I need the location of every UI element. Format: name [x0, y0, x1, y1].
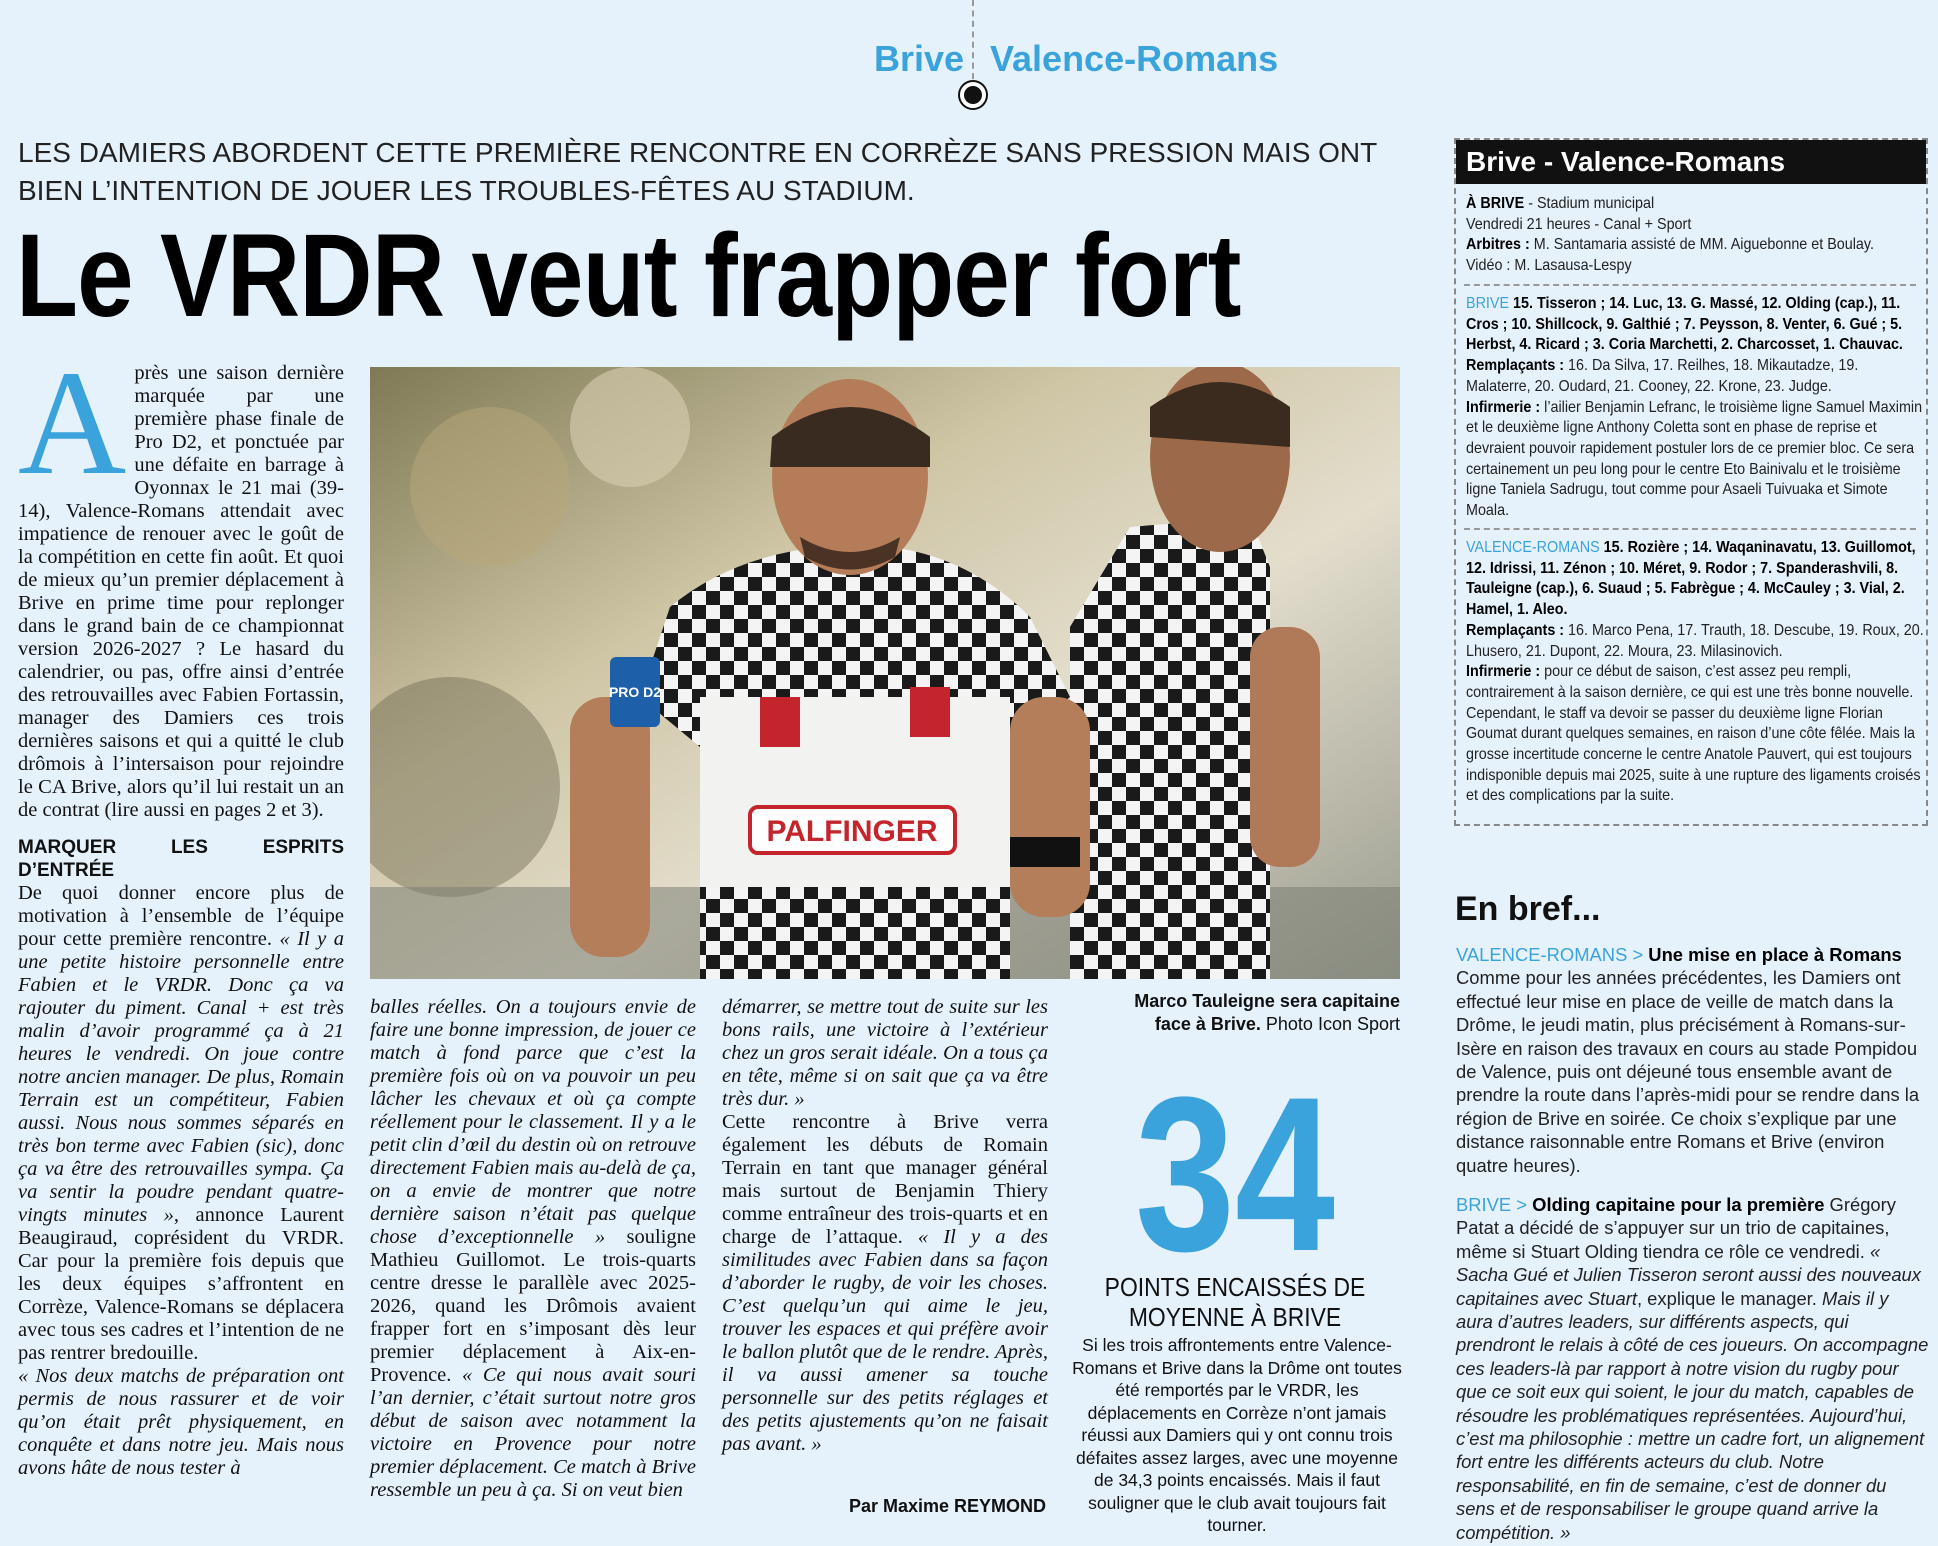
- valence-lineup: [1466, 538, 1926, 807]
- brief-2-text-2: , explique le manager.: [1636, 1287, 1822, 1309]
- brief-2-tag: BRIVE >: [1456, 1194, 1528, 1215]
- stat-title: POINTS ENCAISSÉS DE MOYENNE À BRIVE: [1104, 1272, 1366, 1332]
- brief-1-heading: Une mise en place à Romans: [1643, 944, 1902, 965]
- brief-item-2: [1456, 1193, 1930, 1544]
- headline: Le VRDR veut frapper fort: [16, 210, 1241, 342]
- venue: - Stadium municipal: [1524, 195, 1655, 212]
- article-quote-3: « Ce qui nous avait souri l’an dernier, c’était surtout notre gros début de saison avec notamment la victoire en Provence pour notre premier déplacement. Ce match à Brive ressemble un peu à ça. Si on veut bien: [370, 1364, 696, 1501]
- stat-number-text: 34: [1135, 1060, 1335, 1270]
- article-quote-4: « Il y a des similitudes avec Fabien dans sa façon d’aborder le rugby, de voir les choses. C’est quelqu’un qui aime le jeu, trouver les espaces et qui préfère avoir le ballon plutôt que de le rendre. Après, il va aussi amener sa touche personnelle sur des petits réglages et des petits ajustements qu’on ne faisait pas avant. »: [722, 1226, 1049, 1455]
- header-dot-icon: [960, 82, 986, 108]
- brief-2-quote-1: « Sacha Gué et Julien Tisseron seront aussi des nouveaux capitaines avec Stuart: [1456, 1240, 1921, 1309]
- article-paragraph-2a: De quoi donner encore plus de motivation à l’ensemble de l’équipe pour cette première rencontre.: [18, 882, 344, 950]
- article-column-2: [370, 996, 696, 1502]
- box-divider: [1464, 284, 1916, 286]
- brief-1-tag: VALENCE-ROMANS >: [1456, 944, 1644, 965]
- article-column-1: [18, 340, 344, 1480]
- stat-text: Si les trois affrontements entre Valence-Romans et Brive dans la Drôme ont toutes été remportés par le VRDR, les déplacements en Corrèze n’ont jamais réussi aux Damiers qui y ont connu trois défaites assez larges, avec une moyenne de 34,3 points encaissés. Mais il faut souligner que le club avait toujours fait tourner.: [1072, 1335, 1402, 1535]
- brive-label: BRIVE: [1466, 295, 1510, 312]
- box-divider: [1464, 528, 1916, 530]
- article-quote-2-cont: balles réelles. On a toujours envie de faire une bonne impression, de jouer ce match à fond parce que c’est la première fois où on va pouvoir un peu lâcher les chevaux et où ça compte réellement pour le classement. Il y a le petit clin d’œil du destin où on retrouve directement Fabien mais au-delà de ça, on a envie de montrer que notre dernière saison n’était pas quelque chose d’exceptionnelle »: [370, 996, 696, 1248]
- brive-lineup: [1466, 294, 1926, 522]
- brief-1-text: Comme pour les années précédentes, les Damiers ont effectué leur mise en place de veille de match dans la Drôme, le jeudi matin, plus précisément à Romans-sur-Isère en raison des travaux en cours au stade Pompidou de Valence, puis ont déjeuné tous ensemble avant de prendre la route dans l’après-midi pour se rendre dans la région de Brive en soirée. Ce choix s’explique par une distance raisonnable entre Romans et Brive (environ quatre heures).: [1456, 967, 1920, 1176]
- rugby-player-photo: [370, 367, 1400, 979]
- valence-infirmary-label: Infirmerie :: [1466, 663, 1541, 681]
- match-info-title: Brive - Valence-Romans: [1456, 140, 1926, 184]
- dropcap: A: [18, 340, 127, 506]
- brive-xv: 15. Tisseron ; 14. Luc, 13. G. Massé, 12. Olding (cap.), 11. Cros ; 10. Shillcock, 9. Galthié ; 7. Peysson, 8. Venter, 6. Gué ; 5. Herbst, 4. Ricard ; 3. Coria Marchetti, 2. Charcosset, 1. Chauvac.: [1466, 295, 1903, 354]
- venue-label: À BRIVE: [1466, 195, 1525, 212]
- match-details: [1466, 194, 1926, 277]
- caption-credit: Photo Icon Sport: [1260, 1014, 1400, 1034]
- header-team-left: Brive: [874, 38, 965, 79]
- valence-subs: 16. Marco Pena, 17. Trauth, 18. Descube, 19. Roux, 20. Lhusero, 21. Dupont, 22. Moura, 23. Milasinovich.: [1466, 621, 1924, 660]
- sponsor-label: PALFINGER: [766, 815, 938, 848]
- video-referee: Vidéo : M. Lasausa-Lespy: [1466, 257, 1632, 275]
- brief-item-1: [1456, 943, 1930, 1177]
- valence-label: VALENCE-ROMANS: [1466, 539, 1600, 556]
- header-team-right: Valence-Romans: [990, 38, 1279, 79]
- valence-xv: 15. Rozière ; 14. Waqaninavatu, 13. Guillomot, 12. Idrissi, 11. Zénon ; 10. Méret, 9. Rodor ; 7. Spanderashvili, 8. Tauleigne (cap.), 6. Suaud ; 5. Fabrègue ; 4. McCauley ; 3. Vial, 2. Hamel, 1. Aleo.: [1466, 539, 1916, 619]
- article-quote-3-cont: démarrer, se mettre tout de suite sur les bons rails, une victoire à l’extérieur chez un gros serait idéale. On a tous ça en tête, même si on sait que ça va être très dur. »: [722, 996, 1048, 1110]
- article-quote-2: « Nos deux matchs de préparation ont permis de nous rassurer et de voir qu’on était prêt physiquement, en conquête et dans notre jeu. Mais nous avons hâte de nous tester à: [18, 1365, 344, 1479]
- article-paragraph-4: Cette rencontre à Brive verra également les débuts de Romain Terrain en tant que manager général mais surtout de Benjamin Thiery comme entraîneur des trois-quarts et en charge de l’attaque.: [722, 1111, 1048, 1248]
- article-paragraph-2c: , annonce Laurent Beaugiraud, coprésident du VRDR. Car pour la première fois depuis que les deux équipes s’affrontent en Corrèze, Valence-Romans se déplacera avec tous ses cadres et l’intention de ne pas rentrer bredouille.: [18, 1204, 344, 1364]
- article-subhead: MARQUER LES ESPRITS D’ENTRÉE: [18, 837, 344, 881]
- article-photo: [370, 367, 1400, 979]
- article-column-3: [722, 996, 1048, 1456]
- valence-subs-label: Remplaçants :: [1466, 621, 1565, 639]
- brief-2-text-1: Grégory Patat a décidé de s’appuyer sur un trio de capitaines, même si Stuart Olding tiendra ce rôle ce vendredi.: [1456, 1194, 1896, 1262]
- brief-2-heading: Olding capitaine pour la première: [1527, 1194, 1825, 1215]
- caption-text: Marco Tauleigne sera capitaine face à Brive.: [1134, 991, 1400, 1034]
- kicker: LES DAMIERS ABORDENT CETTE PREMIÈRE RENCONTRE EN CORRÈZE SANS PRESSION MAIS ONT BIEN L’INTENTION DE JOUER LES TROUBLES-FÊTES AU STADIUM.: [18, 137, 1377, 206]
- brive-subs: 16. Da Silva, 17. Reilhes, 18. Mikautadze, 19. Malaterre, 20. Oudard, 21. Cooney, 22. Krone, 23. Judge.: [1466, 357, 1859, 395]
- brive-infirmary: l’ailier Benjamin Lefranc, le troisième ligne Samuel Maximin et le deuxième ligne Anthony Coletta sont en phase de reprise et devraient pouvoir rapidement postuler lors de ce premier bloc. Ce sera certainement un peu long pour le centre Eto Bainivalu et le troisième ligne Taniela Sadrugu, tout comme pour Asaeli Tuivuaka et Simote Moala.: [1466, 398, 1923, 520]
- brive-infirmary-label: Infirmerie :: [1466, 398, 1541, 416]
- brive-subs-label: Remplaçants :: [1466, 357, 1565, 375]
- article-paragraph-3: souligne Mathieu Guillomot. Le trois-quarts centre dresse le parallèle avec 2025-2026, quand les Drômois avaient frapper fort en s’imposant dès leur premier déplacement à Aix-en-Provence.: [370, 1226, 696, 1386]
- photo-caption: [1100, 990, 1400, 1036]
- valence-infirmary: pour ce début de saison, c’est assez peu rempli, contrairement à la saison dernière, ce qui est une très bonne nouvelle. Cependant, le staff va devoir se passer du deuxième ligne Florian Goumat durant quelques semaines, en raison d’une côte fêlée. Mais la grosse incertitude concerne le centre Anatole Pauvert, qui est toujours indisponible depuis mai 2025, suite à une rupture des ligaments croisés et des complications par la suite.: [1466, 663, 1921, 805]
- article-quote-1: « Il y a une petite histoire personnelle entre Fabien et le VRDR. Donc ça va rajouter du piment. Canal + est très malin d’avoir programmé ça à 21 heures le vendredi. On joue contre notre ancien manager. De plus, Romain Terrain est un compétiteur, Fabien aussi. Nous nous sommes séparés en très bon terme avec Fabien (sic), donc ça va être des retrouvailles sympa. Ça va sentir la poudre pendant quatre-vingts minutes »: [18, 928, 344, 1226]
- badge-label: PRO D2: [608, 684, 662, 700]
- byline: Par Maxime REYMOND: [848, 1496, 1046, 1516]
- article-paragraph-1: près une saison dernière marquée par une première phase finale de Pro D2, et ponctuée par une défaite en barrage à Oyonnax le 21 mai (39-14), Valence-Romans attendait avec impatience de renouer avec le goût de la compétition en cette fin août. Et quoi de mieux qu’un premier déplacement à Brive en prime time pour replonger dans le grand bain de ce championnat version 2026-2027 ? Le hasard du calendrier, ou pas, offre ainsi d’entrée des retrouvailles avec Fabien Fortassin, manager des Damiers ces trois dernières saisons et qui a quitté le club drômois à l’intersaison pour rejoindre le CA Brive, alors qu’il lui restait un an de contrat (lire aussi en pages 2 et 3).: [18, 362, 344, 821]
- stat-number: [1130, 1060, 1340, 1270]
- brief-title: En bref...: [1455, 890, 1601, 928]
- referee-label: Arbitres :: [1466, 236, 1530, 254]
- referees: M. Santamaria assisté de MM. Aiguebonne et Boulay.: [1529, 236, 1875, 254]
- brief-2-quote-2: Mais il y aura d’autres leaders, sur différents aspects, qui prendront le relais à côté de ces joueurs. On accompagne ces leaders-là par rapport à notre vision du rugby pour que ce soit eux qui soient, le jour du match, capables de résoudre les problématiques représentées. Aujourd’hui, c’est ma philosophie : mettre un cadre fort, un alignement fort entre les différents acteurs du club. Notre responsabilité, en fin de semaine, c’est de donner du sens et de responsabiliser le groupe quand arrive la compétition. »: [1456, 1287, 1929, 1543]
- kickoff-time: Vendredi 21 heures - Canal + Sport: [1466, 215, 1692, 233]
